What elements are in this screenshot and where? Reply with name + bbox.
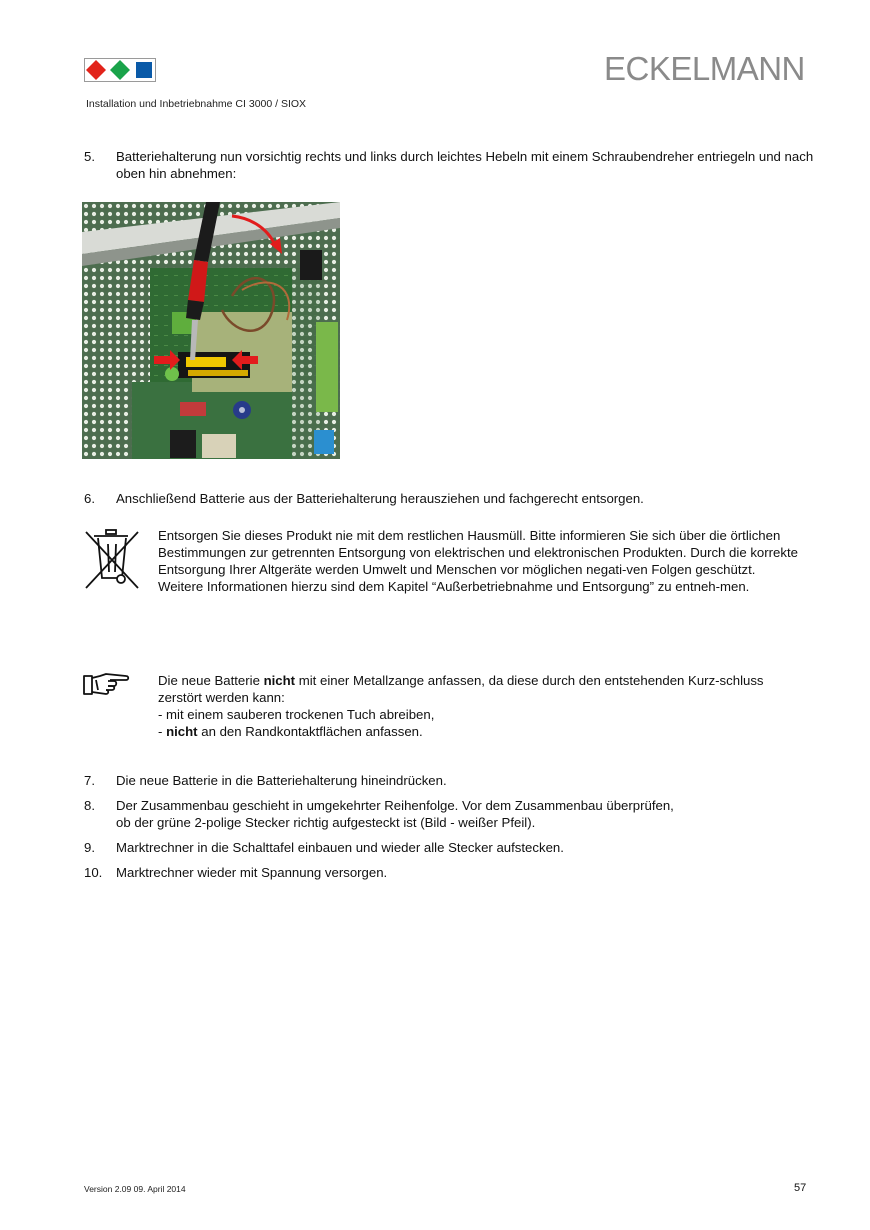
page-number: 57: [794, 1182, 807, 1194]
brand-wordmark: ECKELMANN: [604, 50, 805, 87]
pointing-hand-icon: [82, 672, 130, 698]
step-text: Der Zusammenbau geschieht in umgekehrter Reihenfolge. Vor dem Zusammenbau überprüfen,: [116, 798, 674, 813]
step-9: [84, 839, 824, 856]
bullet-2: [158, 723, 810, 740]
battery-warning: [158, 672, 810, 706]
step-text: Anschließend Batterie aus der Batteriehalterung herausziehen und fachgerecht entsorgen.: [116, 491, 644, 506]
disposal-text: Entsorgen Sie dieses Produkt nie mit dem restlichen Hausmüll. Bitte informieren Sie sich über die örtlichen Bestimmungen zur getrennten Entsorgung von elektrischen und elektronischen Produkten. Durch die korrekte Entsorgung Ihrer Altgeräte werden Umwelt und Menschen vor möglichen negati-ven Folgen geschützt.: [158, 528, 798, 577]
step-number: 9.: [84, 840, 95, 855]
step-text: Batteriehalterung nun vorsichtig rechts und links durch leichtes Hebeln mit einem Schraubendreher entriegeln und nach oben hin abnehmen:: [116, 149, 814, 181]
bullet-dash: -: [158, 724, 167, 739]
bullet-1: - mit einem sauberen trockenen Tuch abreiben,: [158, 707, 435, 722]
step-text: Marktrechner in die Schalttafel einbauen und wieder alle Stecker aufstecken.: [116, 840, 564, 855]
step-text: Marktrechner wieder mit Spannung versorgen.: [116, 865, 388, 880]
step-number: 5.: [84, 149, 95, 164]
step-8: [84, 797, 824, 831]
battery-handling-note: [158, 672, 810, 740]
weee-crossed-bin-icon: [84, 528, 140, 592]
battery-holder-photo: [82, 202, 340, 459]
step-7: [84, 772, 824, 789]
step-10: [84, 864, 824, 881]
step-number: 7.: [84, 773, 95, 788]
step-text-line2: ob der grüne 2-polige Stecker richtig aufgesteckt ist (Bild - weißer Pfeil).: [116, 815, 536, 830]
disposal-note: [158, 527, 810, 595]
disposal-reference: Weitere Informationen hierzu sind dem Kapitel “Außerbetriebnahme und Entsorgung” zu entneh-men.: [158, 579, 750, 594]
step-5: [84, 148, 824, 182]
emphasis-nicht: nicht: [166, 724, 198, 739]
step-number: 10.: [84, 865, 103, 880]
step-6: [84, 490, 824, 507]
warning-text-cont: mit einer Metallzange anfassen, da diese durch den entstehenden Kurz-schluss zerstört werden kann:: [158, 673, 764, 705]
warning-text: Die neue Batterie: [158, 673, 264, 688]
step-number: 8.: [84, 798, 95, 813]
version-footer: Version 2.09 09. April 2014: [84, 1184, 186, 1194]
document-subtitle: Installation und Inbetriebnahme CI 3000 / SIOX: [86, 98, 307, 110]
step-number: 6.: [84, 491, 95, 506]
bullet-2-text: an den Randkontaktflächen anfassen.: [197, 724, 423, 739]
step-text: Die neue Batterie in die Batteriehalterung hineindrücken.: [116, 773, 447, 788]
emphasis-nicht: nicht: [263, 673, 296, 688]
eckelmann-logo: [84, 58, 156, 82]
